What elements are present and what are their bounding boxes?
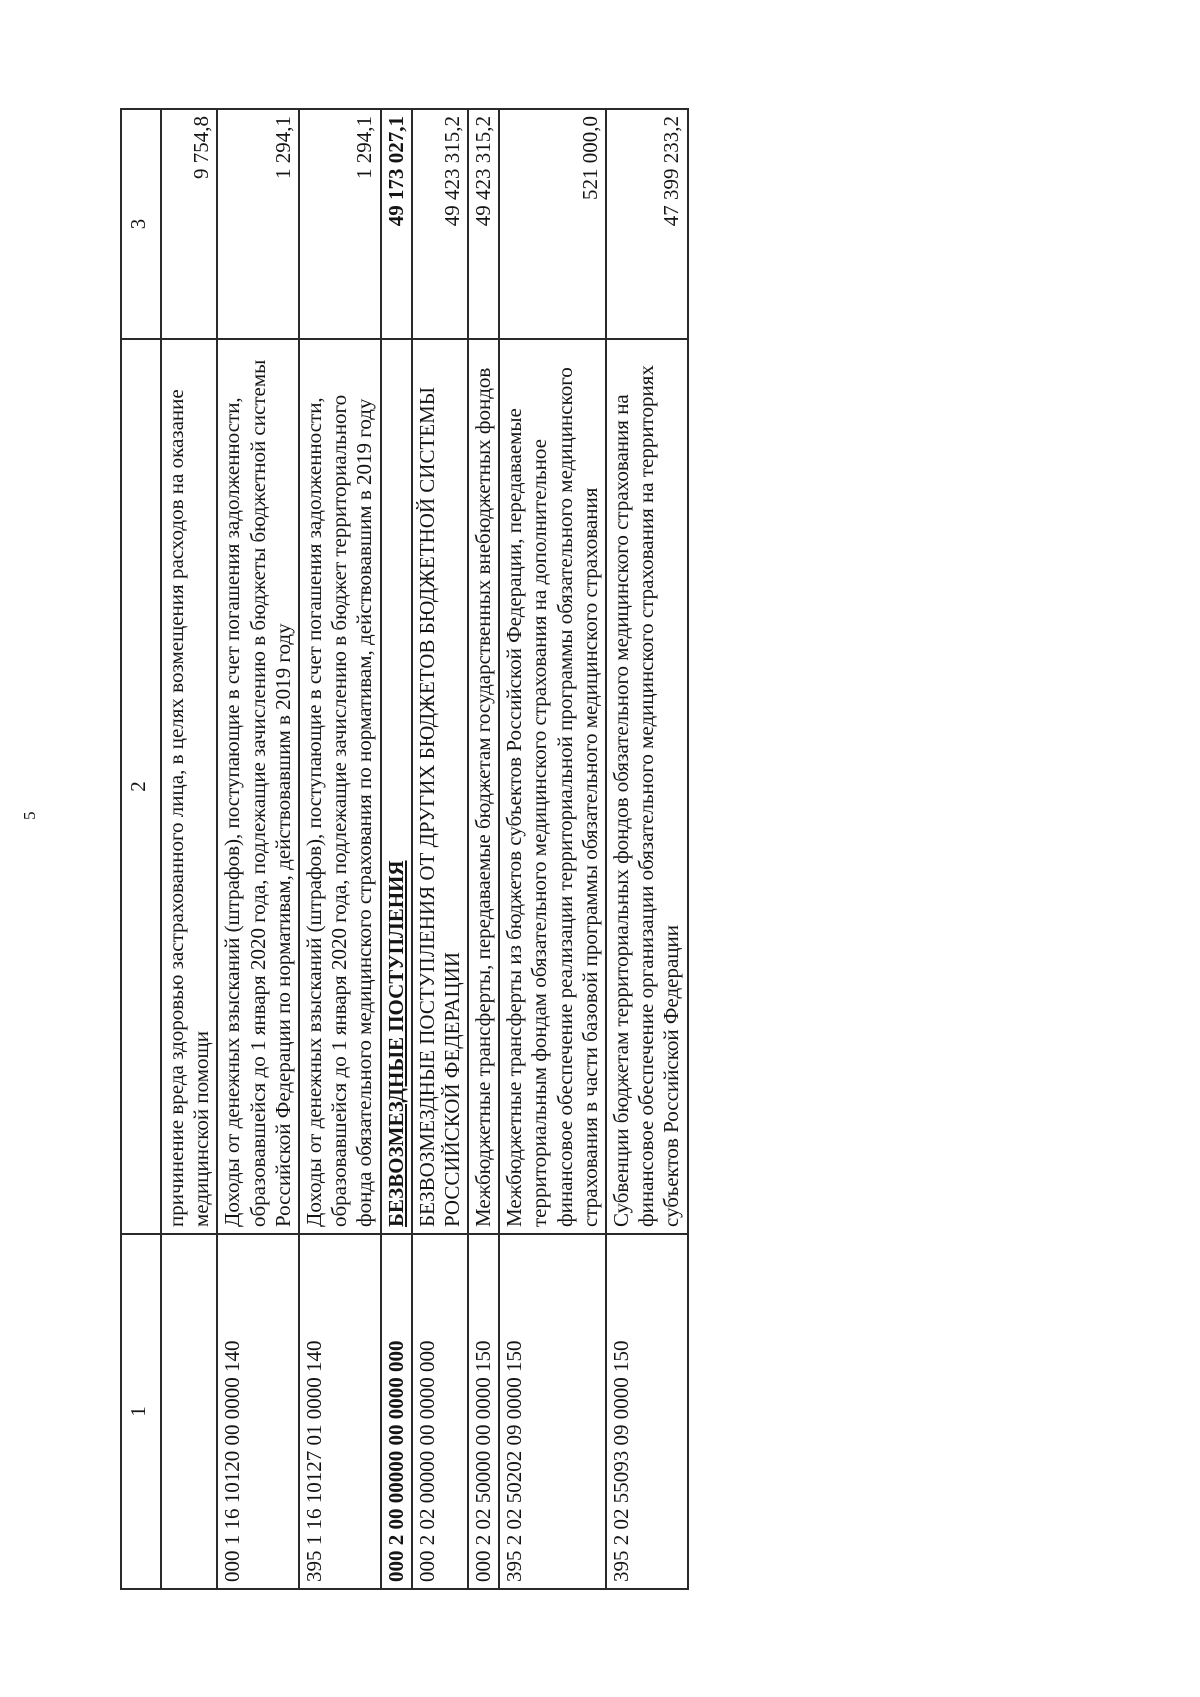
revenue-description-text: причинение вреда здоровью застрахованного лица, в целях возмещения расходов на оказание медицинской помощи [164,389,214,1227]
amount: 1 294,1 [299,109,381,339]
amount: 521 000,0 [499,109,606,339]
revenue-description [412,339,468,1234]
header-row [121,109,161,1589]
revenue-description-text: Доходы от денежных взысканий (штрафов), поступающие в счет погашения задолженности, образовавшейся до 1 января 2020 года, подлежащие зачислению в бюджеты бюджетной системы Российской Федерации по нормативам, действовавшим в 2019 году [220,359,295,1227]
budget-code: 000 2 02 50000 00 0000 150 [468,1234,499,1589]
amount: 9 754,8 [161,109,217,339]
table-row [381,109,412,1589]
revenue-description-text: БЕЗВОЗМЕЗДНЫЕ ПОСТУПЛЕНИЯ ОТ ДРУГИХ БЮДЖЕТОВ БЮДЖЕТНОЙ СИСТЕМЫ РОССИЙСКОЙ ФЕДЕРАЦИИ [414,386,464,1227]
header-col-1: 1 [121,1234,161,1589]
table-row [299,109,381,1589]
amount: 49 173 027,1 [381,109,412,339]
budget-code [161,1234,217,1589]
revenue-description [499,339,606,1234]
revenue-description [161,339,217,1234]
revenue-description [381,339,412,1234]
page-number: 5 [20,811,39,820]
table-row [606,109,688,1589]
budget-code: 395 1 16 10127 01 0000 140 [299,1234,381,1589]
table-row [468,109,499,1589]
revenue-description [217,339,299,1234]
revenue-description [606,339,688,1234]
revenue-description [299,339,381,1234]
revenue-description-text: Межбюджетные трансферты из бюджетов субъектов Российской Федерации, передаваемые территориальным фондам обязательного медицинского страхования на дополнительное финансовое обеспечение реализации территориальной программы обязательного медицинского страхования в части базовой программы обязательного медицинского страхования [502,367,602,1227]
budget-code: 395 2 02 55093 09 0000 150 [606,1234,688,1589]
budget-code: 000 2 02 00000 00 0000 000 [412,1234,468,1589]
table-row [217,109,299,1589]
revenue-description-text: БЕЗВОЗМЕЗДНЫЕ ПОСТУПЛЕНИЯ [383,860,408,1227]
budget-code: 000 1 16 10120 00 0000 140 [217,1234,299,1589]
header-col-2: 2 [121,339,161,1234]
amount: 49 423 315,2 [468,109,499,339]
revenue-description [468,339,499,1234]
revenue-description-text: Доходы от денежных взысканий (штрафов), поступающие в счет погашения задолженности, образовавшейся до 1 января 2020 года, подлежащие зачислению в бюджет территориального фонда обязательного медицинского страхования по нормативам, действовавшим в 2019 году [301,394,377,1227]
header-col-3: 3 [121,109,161,339]
amount: 47 399 233,2 [606,109,688,339]
amount: 1 294,1 [217,109,299,339]
revenue-description-text: Межбюджетные трансферты, передаваемые бюджетам государственных внебюджетных фондов [471,367,496,1227]
revenue-table [120,108,689,1590]
table-row [161,109,217,1589]
budget-code: 395 2 02 50202 09 0000 150 [499,1234,606,1589]
table-row [412,109,468,1589]
budget-code: 000 2 00 00000 00 0000 000 [381,1234,412,1589]
rotated-page [120,110,1055,1590]
amount: 49 423 315,2 [412,109,468,339]
table-row [499,109,606,1589]
revenue-description-text: Субвенции бюджетам территориальных фондов обязательного медицинского страхования на финансовое обеспечение организации обязательного медицинского страхования на территориях субъектов Российской Федерации [609,365,684,1227]
